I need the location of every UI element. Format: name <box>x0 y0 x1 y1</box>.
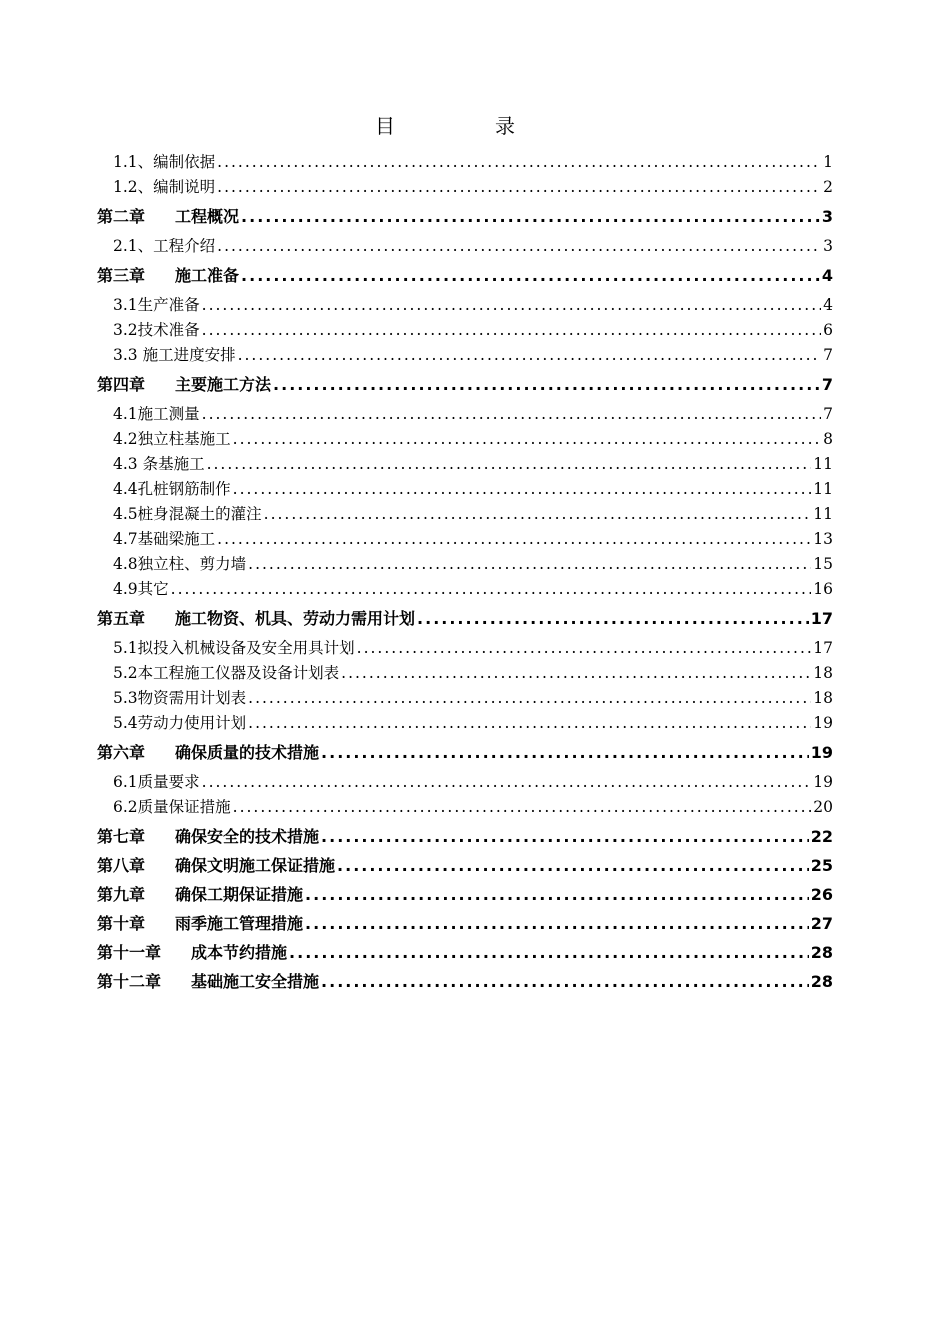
toc-page-number: 20 <box>813 798 833 816</box>
toc-page-number: 17 <box>810 609 833 628</box>
toc-chapter-title: 雨季施工管理措施 <box>175 914 304 933</box>
toc-leader-dots <box>248 686 811 711</box>
toc-section-entry[interactable] <box>97 527 833 552</box>
toc-chapter-entry[interactable] <box>97 373 833 397</box>
toc-entry-label: 4.4孔桩钢筋制作 <box>113 480 231 498</box>
toc-entry-label <box>97 941 287 965</box>
toc-entry-label: 1.1、编制依据 <box>113 153 216 171</box>
toc-section-entry[interactable] <box>97 770 833 795</box>
toc-chapter-entry[interactable] <box>97 264 833 288</box>
toc-leader-dots <box>248 711 811 736</box>
toc-chapter-number: 第十一章 <box>97 943 162 962</box>
toc-entry-label: 4.5桩身混凝土的灌注 <box>113 505 262 523</box>
toc-leader-dots <box>305 883 809 907</box>
toc-chapter-number: 第二章 <box>97 207 146 226</box>
toc-chapter-title: 主要施工方法 <box>175 375 272 394</box>
toc-chapter-title: 确保文明施工保证措施 <box>175 856 336 875</box>
toc-entry-label: 6.1质量要求 <box>113 773 200 791</box>
toc-section-entry[interactable] <box>97 552 833 577</box>
toc-page-number: 11 <box>813 480 833 498</box>
toc-chapter-title: 基础施工安全措施 <box>191 972 320 991</box>
toc-chapter-number: 第七章 <box>97 827 146 846</box>
toc-page-number: 3 <box>823 237 833 255</box>
toc-leader-dots <box>264 502 812 527</box>
toc-leader-dots <box>417 607 809 631</box>
toc-page-number: 11 <box>813 455 833 473</box>
toc-chapter-number: 第三章 <box>97 266 146 285</box>
toc-entry-label: 5.4劳动力使用计划 <box>113 714 247 732</box>
toc-page-number: 16 <box>813 580 833 598</box>
toc-leader-dots <box>217 527 811 552</box>
toc-leader-dots <box>289 941 809 965</box>
toc-section-entry[interactable] <box>97 150 833 175</box>
toc-chapter-number: 第十二章 <box>97 972 162 991</box>
toc-entry-label <box>97 912 303 936</box>
table-of-contents <box>97 150 833 999</box>
toc-entry-label: 5.1拟投入机械设备及安全用具计划 <box>113 639 355 657</box>
toc-entry-label: 4.2独立柱基施工 <box>113 430 231 448</box>
toc-chapter-title: 确保工期保证措施 <box>175 885 304 904</box>
toc-chapter-number: 第四章 <box>97 375 146 394</box>
toc-title: 目 录 <box>375 114 555 138</box>
toc-chapter-entry[interactable] <box>97 883 833 907</box>
toc-leader-dots <box>241 205 820 229</box>
toc-chapter-entry[interactable] <box>97 970 833 994</box>
toc-section-entry[interactable] <box>97 402 833 427</box>
toc-page-number: 18 <box>813 689 833 707</box>
toc-leader-dots <box>171 577 812 602</box>
toc-section-entry[interactable] <box>97 795 833 820</box>
toc-leader-dots <box>202 293 821 318</box>
toc-entry-label <box>97 205 239 229</box>
toc-page-number: 6 <box>823 321 833 339</box>
toc-page-number: 19 <box>813 714 833 732</box>
toc-leader-dots <box>248 552 811 577</box>
toc-leader-dots <box>241 264 820 288</box>
toc-entry-label <box>97 264 239 288</box>
toc-page-number: 26 <box>810 885 833 904</box>
toc-leader-dots <box>305 912 809 936</box>
toc-chapter-title: 确保安全的技术措施 <box>175 827 320 846</box>
toc-section-entry[interactable] <box>97 686 833 711</box>
toc-page-number: 22 <box>810 827 833 846</box>
toc-leader-dots <box>233 427 821 452</box>
toc-leader-dots <box>321 970 809 994</box>
toc-leader-dots <box>238 343 822 368</box>
toc-section-entry[interactable] <box>97 234 833 259</box>
toc-chapter-entry[interactable] <box>97 854 833 878</box>
toc-entry-label: 3.2技术准备 <box>113 321 200 339</box>
toc-leader-dots <box>217 150 821 175</box>
toc-leader-dots <box>357 636 812 661</box>
toc-leader-dots <box>273 373 820 397</box>
toc-entry-label: 1.2、编制说明 <box>113 178 216 196</box>
toc-chapter-entry[interactable] <box>97 825 833 849</box>
toc-chapter-title: 施工物资、机具、劳动力需用计划 <box>175 609 416 628</box>
toc-chapter-entry[interactable] <box>97 205 833 229</box>
toc-entry-label: 4.9其它 <box>113 580 169 598</box>
toc-page-number: 4 <box>823 296 833 314</box>
toc-chapter-entry[interactable] <box>97 607 833 631</box>
toc-chapter-number: 第五章 <box>97 609 146 628</box>
toc-page-number: 28 <box>810 943 833 962</box>
toc-page-number: 19 <box>810 743 833 762</box>
toc-section-entry[interactable] <box>97 577 833 602</box>
toc-entry-label: 4.8独立柱、剪力墙 <box>113 555 247 573</box>
toc-entry-label <box>97 854 335 878</box>
toc-leader-dots <box>341 661 811 686</box>
toc-page-number: 1 <box>823 153 833 171</box>
toc-page-number: 17 <box>813 639 833 657</box>
toc-page-number: 19 <box>813 773 833 791</box>
toc-chapter-title: 成本节约措施 <box>191 943 288 962</box>
toc-entry-label: 5.2本工程施工仪器及设备计划表 <box>113 664 340 682</box>
toc-section-entry[interactable] <box>97 636 833 661</box>
toc-entry-label: 6.2质量保证措施 <box>113 798 231 816</box>
toc-leader-dots <box>202 770 812 795</box>
toc-entry-label: 5.3物资需用计划表 <box>113 689 247 707</box>
toc-page-number: 7 <box>823 346 833 364</box>
toc-chapter-entry[interactable] <box>97 912 833 936</box>
toc-entry-label: 4.3 条基施工 <box>113 455 205 473</box>
toc-section-entry[interactable] <box>97 343 833 368</box>
toc-page-number: 25 <box>810 856 833 875</box>
toc-entry-label <box>97 970 319 994</box>
toc-chapter-entry[interactable] <box>97 741 833 765</box>
toc-chapter-number: 第六章 <box>97 743 146 762</box>
toc-page-number: 15 <box>813 555 833 573</box>
toc-section-entry[interactable] <box>97 427 833 452</box>
toc-chapter-number: 第八章 <box>97 856 146 875</box>
toc-chapter-number: 第十章 <box>97 914 146 933</box>
toc-entry-label <box>97 373 271 397</box>
toc-entry-label <box>97 825 319 849</box>
toc-entry-label: 3.1生产准备 <box>113 296 200 314</box>
toc-chapter-title: 施工准备 <box>175 266 240 285</box>
toc-page-number: 28 <box>810 972 833 991</box>
toc-page-number: 18 <box>813 664 833 682</box>
toc-entry-label <box>97 741 319 765</box>
toc-section-entry[interactable] <box>97 711 833 736</box>
toc-section-entry[interactable] <box>97 175 833 200</box>
toc-section-entry[interactable] <box>97 293 833 318</box>
toc-leader-dots <box>233 795 812 820</box>
toc-page-number: 13 <box>813 530 833 548</box>
toc-chapter-entry[interactable] <box>97 941 833 965</box>
toc-page-number: 11 <box>813 505 833 523</box>
toc-page-number: 2 <box>823 178 833 196</box>
toc-leader-dots <box>202 402 821 427</box>
toc-leader-dots <box>321 825 809 849</box>
toc-page-number: 8 <box>823 430 833 448</box>
toc-section-entry[interactable] <box>97 452 833 477</box>
toc-leader-dots <box>337 854 809 878</box>
toc-leader-dots <box>217 234 821 259</box>
toc-leader-dots <box>233 477 812 502</box>
toc-section-entry[interactable] <box>97 502 833 527</box>
toc-page-number: 7 <box>823 405 833 423</box>
toc-page-number: 27 <box>810 914 833 933</box>
toc-page-number: 7 <box>821 375 833 394</box>
toc-leader-dots <box>207 452 812 477</box>
toc-entry-label <box>97 607 415 631</box>
toc-leader-dots <box>217 175 821 200</box>
toc-chapter-title: 确保质量的技术措施 <box>175 743 320 762</box>
toc-section-entry[interactable] <box>97 661 833 686</box>
toc-entry-label: 2.1、工程介绍 <box>113 237 216 255</box>
toc-leader-dots <box>202 318 821 343</box>
toc-entry-label: 4.1施工测量 <box>113 405 200 423</box>
toc-chapter-number: 第九章 <box>97 885 146 904</box>
toc-chapter-title: 工程概况 <box>175 207 240 226</box>
toc-page-number: 4 <box>821 266 833 285</box>
toc-entry-label <box>97 883 303 907</box>
toc-page-number: 3 <box>821 207 833 226</box>
toc-entry-label: 4.7基础梁施工 <box>113 530 216 548</box>
toc-leader-dots <box>321 741 809 765</box>
toc-section-entry[interactable] <box>97 318 833 343</box>
toc-section-entry[interactable] <box>97 477 833 502</box>
toc-entry-label: 3.3 施工进度安排 <box>113 346 236 364</box>
